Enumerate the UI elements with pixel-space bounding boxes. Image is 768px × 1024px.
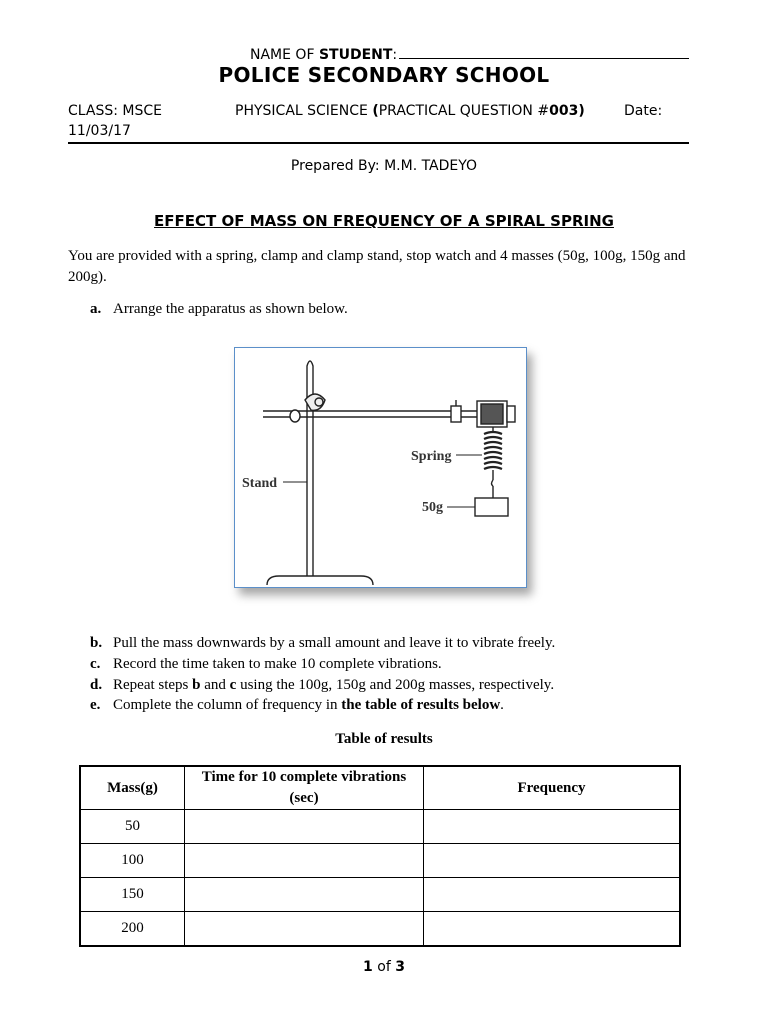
- school-name: POLICE SECONDARY SCHOOL: [218, 63, 550, 87]
- spring-label: Spring: [411, 449, 452, 464]
- mass-cell: 50: [80, 810, 185, 844]
- date-value: 11/03/17: [68, 123, 131, 139]
- header-rule: [68, 142, 689, 144]
- header-mass: Mass(g): [80, 766, 185, 810]
- mass-label: 50g: [422, 500, 443, 515]
- student-name-blank[interactable]: [399, 46, 689, 59]
- apparatus-figure: [234, 347, 527, 588]
- table-caption: Table of results: [335, 731, 433, 747]
- date-label: Date:: [624, 103, 663, 119]
- frequency-cell[interactable]: [424, 912, 681, 947]
- time-cell[interactable]: [185, 810, 424, 844]
- table-header-row: [80, 766, 680, 810]
- results-table: [79, 765, 681, 947]
- subject-label: PHYSICAL SCIENCE (PRACTICAL QUESTION #003): [235, 103, 585, 119]
- mass-cell: 100: [80, 844, 185, 878]
- class-label: CLASS: MSCE: [68, 103, 163, 119]
- page-number: 1 of 3: [363, 959, 405, 975]
- name-prefix: NAME OF: [250, 47, 319, 63]
- header-frequency: Frequency: [424, 766, 681, 810]
- stand-base: [267, 576, 373, 585]
- mass-cell: 150: [80, 878, 185, 912]
- apparatus-diagram: [235, 348, 526, 587]
- time-cell[interactable]: [185, 844, 424, 878]
- table-row: [80, 912, 680, 947]
- frequency-cell[interactable]: [424, 878, 681, 912]
- table-row: [80, 810, 680, 844]
- mass-cell: 200: [80, 912, 185, 947]
- name-suffix: :: [392, 47, 398, 63]
- student-name-line: [250, 46, 689, 63]
- frequency-cell[interactable]: [424, 810, 681, 844]
- prepared-by: Prepared By: M.M. TADEYO: [290, 158, 478, 174]
- table-row: [80, 844, 680, 878]
- frequency-cell[interactable]: [424, 844, 681, 878]
- time-cell[interactable]: [185, 878, 424, 912]
- intro-paragraph: You are provided with a spring, clamp and clamp stand, stop watch and 4 masses (50g, 100g, 150g and 200g).: [68, 248, 686, 285]
- time-cell[interactable]: [185, 912, 424, 947]
- practical-title: EFFECT OF MASS ON FREQUENCY OF A SPIRAL SPRING: [154, 212, 614, 230]
- stand-label: Stand: [242, 476, 278, 491]
- name-bold: STUDENT: [318, 47, 393, 63]
- header-time: Time for 10 complete vibrations (sec): [185, 766, 424, 810]
- table-row: [80, 878, 680, 912]
